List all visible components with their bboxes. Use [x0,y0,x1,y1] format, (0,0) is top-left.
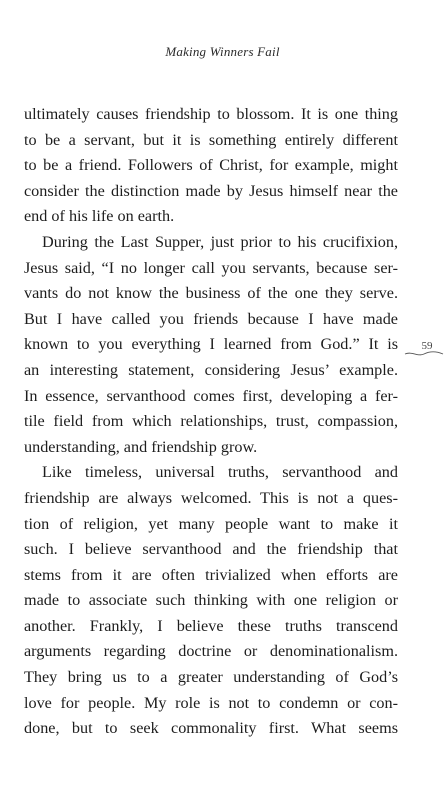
text-line: Jesus said, “I no longer call you servants, because ser- [24,258,398,277]
text-line: known to you everything I learned from God.” It is [24,335,398,354]
text-line: Like timeless, universal truths, servanthood and [42,463,398,482]
text-line: tion of religion, yet many people want to make it [24,514,398,533]
paragraph-2 [24,230,398,460]
text-line: love for people. My role is not to condemn or con- [24,693,398,712]
text-line: But I have called you friends because I have made [24,309,398,328]
text-line: tile field from which relationships, trust, compassion, [24,412,398,431]
text-line: They bring us to a greater understanding of God’s [24,668,398,687]
text-line: such. I believe servanthood and the friendship that [24,540,398,559]
text-line: In essence, servanthood comes first, developing a fer- [24,386,398,405]
page-number: 59 [421,340,433,352]
paragraph-1 [24,102,398,230]
text-line: done, but to seek commonality first. What seems [24,719,398,738]
text-line: During the Last Supper, just prior to his crucifixion, [42,232,398,251]
paragraph-3 [24,460,398,742]
text-line: to be a servant, but it is something entirely different [24,130,398,149]
text-line: friendship are always welcomed. This is not a ques- [24,488,398,507]
text-line: made to associate such thinking with one religion or [24,591,398,610]
text-line: ultimately causes friendship to blossom. It is one thing [24,105,398,123]
text-line: end of his life on earth. [24,207,175,226]
text-line: stems from it are often trivialized when efforts are [24,565,398,584]
text-line: arguments regarding doctrine or denominationalism. [24,642,398,661]
body-text [24,102,398,742]
text-line: an interesting statement, considering Jesus’ example. [24,360,398,379]
text-line: consider the distinction made by Jesus himself near the [24,181,398,200]
page-number-flourish-icon [404,350,444,358]
text-line: to be a friend. Followers of Christ, for example, might [24,156,398,175]
text-line: understanding, and friendship grow. [24,437,258,456]
running-head: Making Winners Fail [165,44,280,59]
text-line: vants do not know the business of the one they serve. [24,284,398,303]
text-line: another. Frankly, I believe these truths transcend [24,616,398,635]
